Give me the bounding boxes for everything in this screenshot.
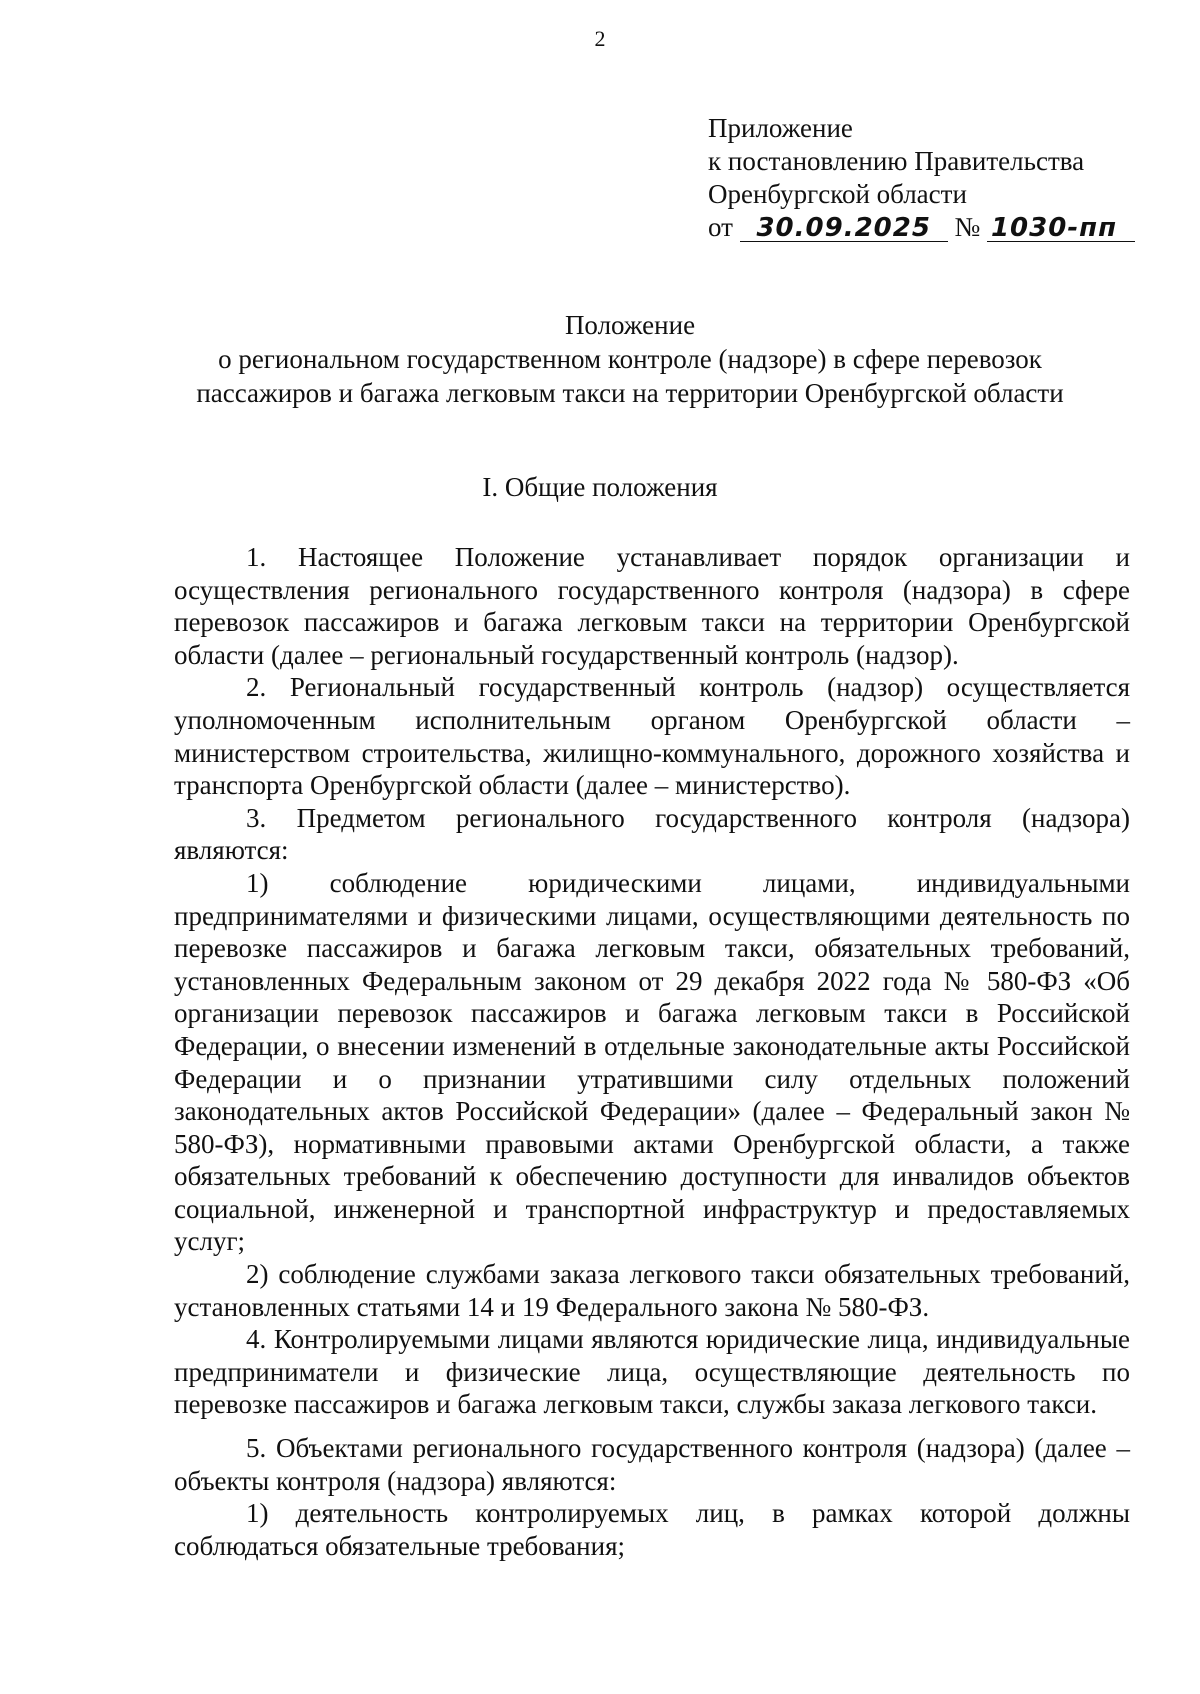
paragraph-5: 5. Объектами регионального государственного контроля (надзора) (далее – объекты контроля (надзора) являются: bbox=[174, 1433, 1130, 1496]
section-heading: I. Общие положения bbox=[482, 472, 718, 502]
date-prefix: от bbox=[708, 212, 733, 242]
number-sign: № bbox=[954, 212, 981, 242]
appendix-date-number-line bbox=[708, 211, 1135, 244]
handwritten-document-number: 1030-пп bbox=[987, 215, 1135, 242]
appendix-region-line: Оренбургской области bbox=[708, 179, 967, 209]
appendix-block bbox=[708, 112, 1135, 244]
paragraph-4: 4. Контролируемыми лицами являются юридические лица, индивидуальные предприниматели и физические лица, осуществляющие деятельность по перевозке пассажиров и багажа легковым такси, службы заказа легкового такси. bbox=[174, 1324, 1130, 1420]
handwritten-date: 30.09.2025 bbox=[740, 215, 948, 242]
page-number: 2 bbox=[594, 26, 606, 51]
title-line-1: Положение bbox=[564, 310, 696, 340]
body-text bbox=[174, 541, 1130, 1562]
appendix-title: Приложение bbox=[708, 113, 853, 143]
paragraph-2: 2. Региональный государственный контроль (надзор) осуществляется уполномоченным исполнительным органом Оренбургской области – министерством строительства, жилищно-коммунального, дорожного хозяйства и транспорта Оренбургской области (далее – министерство). bbox=[174, 672, 1130, 801]
paragraph-3: 3. Предметом регионального государственного контроля (надзора) являются: bbox=[174, 802, 1130, 866]
title-line-3: пассажиров и багажа легковым такси на территории Оренбургской области bbox=[196, 378, 1064, 408]
title-line-2: о региональном государственном контроле (надзоре) в сфере перевозок bbox=[218, 344, 1042, 374]
document-title bbox=[150, 308, 1110, 410]
paragraph-5-item-1: 1) деятельность контролируемых лиц, в рамках которой должны соблюдаться обязательные требования; bbox=[174, 1498, 1130, 1561]
paragraph-1: 1. Настоящее Положение устанавливает порядок организации и осуществления регионального государственного контроля (надзора) в сфере перевозок пассажиров и багажа легковым такси на территории Оренбургской области (далее – региональный государственный контроль (надзор). bbox=[174, 542, 1130, 670]
paragraph-3-item-1: 1) соблюдение юридическими лицами, индивидуальными предпринимателями и физическими лицами, осуществляющими деятельность по перевозке пассажиров и багажа легковым такси, обязательных требований, установленных Федеральным законом от 29 декабря 2022 года № 580-ФЗ «Об организации перевозок пассажиров и багажа легковым такси в Российской Федерации, о внесении изменений в отдельные законодательные акты Российской Федерации и о признании утратившими силу отдельных положений законодательных актов Российской Федерации» (далее – Федеральный закон № 580-ФЗ), нормативными правовыми актами Оренбургской области, а также обязательных требований к обеспечению доступности для инвалидов объектов социальной, инженерной и транспортной инфраструктур и предоставляемых услуг; bbox=[174, 867, 1130, 1257]
paragraph-3-item-2: 2) соблюдение службами заказа легкового такси обязательных требований, установленных статьями 14 и 19 Федерального закона № 580-ФЗ. bbox=[174, 1259, 1130, 1322]
appendix-resolution-line: к постановлению Правительства bbox=[708, 146, 1085, 176]
